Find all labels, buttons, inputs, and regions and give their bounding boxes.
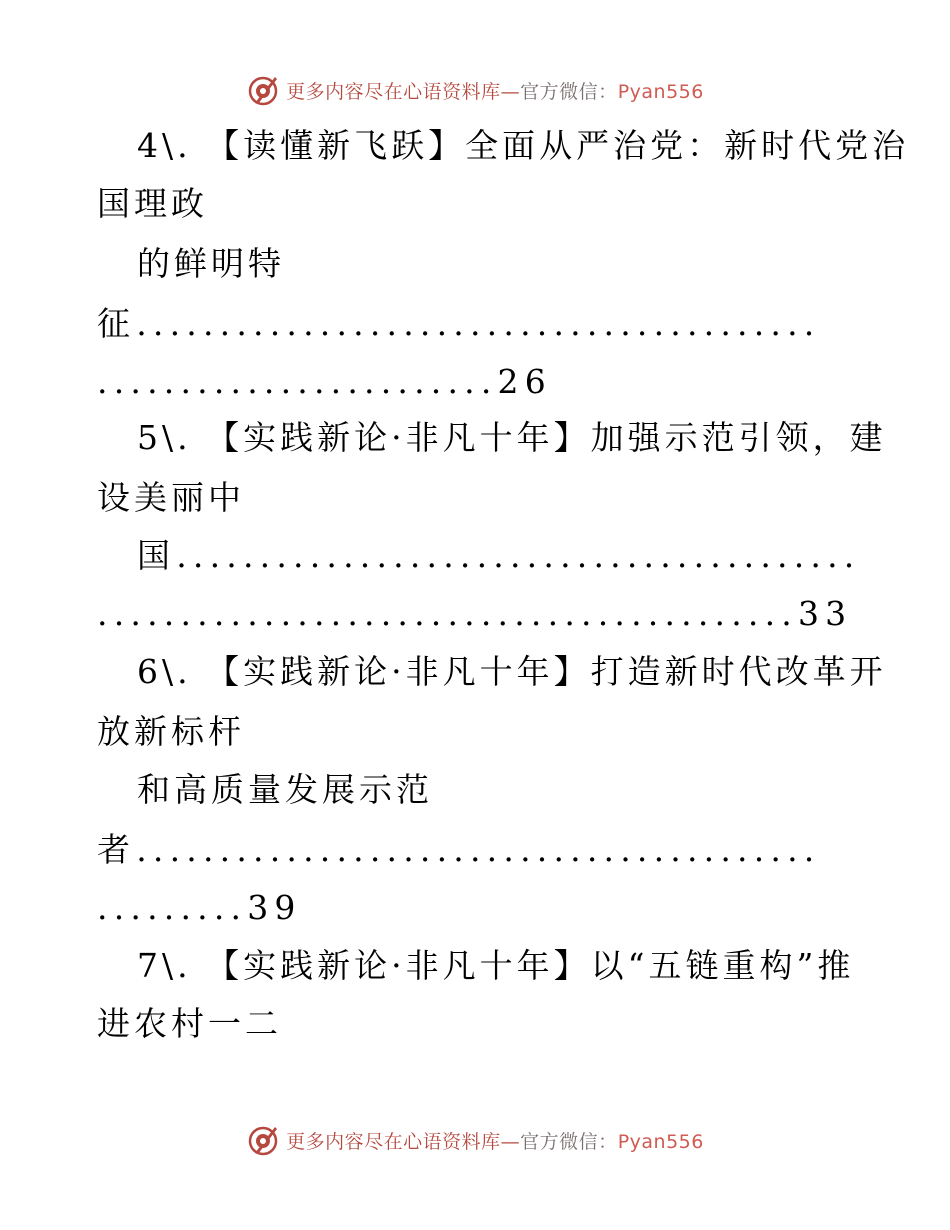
toc-entry-6-cont: 放新标杆	[97, 712, 245, 751]
toc-entry-5-leader: 国.........................................	[137, 536, 861, 575]
header-dash: —	[500, 80, 521, 103]
toc-entry-5-title[interactable]: 5\. 【实践新论·非凡十年】加强示范引领，建	[137, 418, 887, 457]
toc-entry-4-title[interactable]: 4\. 【读懂新飞跃】全面从严治党：新时代党治	[137, 126, 910, 165]
toc-entry-6-page: .........39	[97, 888, 302, 927]
toc-entry-5-cont: 设美丽中	[97, 478, 245, 517]
toc-entry-6-title[interactable]: 6\. 【实践新论·非凡十年】打造新时代改革开	[137, 652, 887, 691]
footer-wechat-id: Pyan556	[617, 1130, 704, 1153]
header-brand: 更多内容尽在心语资料库	[286, 80, 501, 103]
footer-official: 官方微信：	[520, 1130, 618, 1153]
toc-entry-7-title[interactable]: 7\. 【实践新论·非凡十年】以“五链重构”推	[137, 946, 855, 985]
toc-entry-4-page: ........................26	[97, 362, 552, 401]
footer-text	[286, 1127, 704, 1154]
header-wechat-id: Pyan556	[617, 80, 704, 103]
toc-entry-7-cont: 进农村一二	[97, 1004, 282, 1043]
toc-entry-5-page: ..........................................33	[97, 594, 853, 633]
toc-entry-4-cont2: 的鲜明特	[137, 244, 285, 283]
footer-banner	[0, 1120, 950, 1160]
toc-entry-6-cont2: 和高质量发展示范	[137, 770, 433, 809]
footer-brand: 更多内容尽在心语资料库	[286, 1130, 501, 1153]
header-official: 官方微信：	[520, 80, 618, 103]
footer-dash: —	[500, 1130, 521, 1153]
toc-entry-4-cont: 国理政	[97, 184, 208, 223]
quill-seal-icon	[246, 1123, 280, 1157]
toc-entry-6-leader: 者.........................................	[97, 830, 821, 869]
toc-entry-4-leader: 征.........................................	[97, 304, 821, 343]
